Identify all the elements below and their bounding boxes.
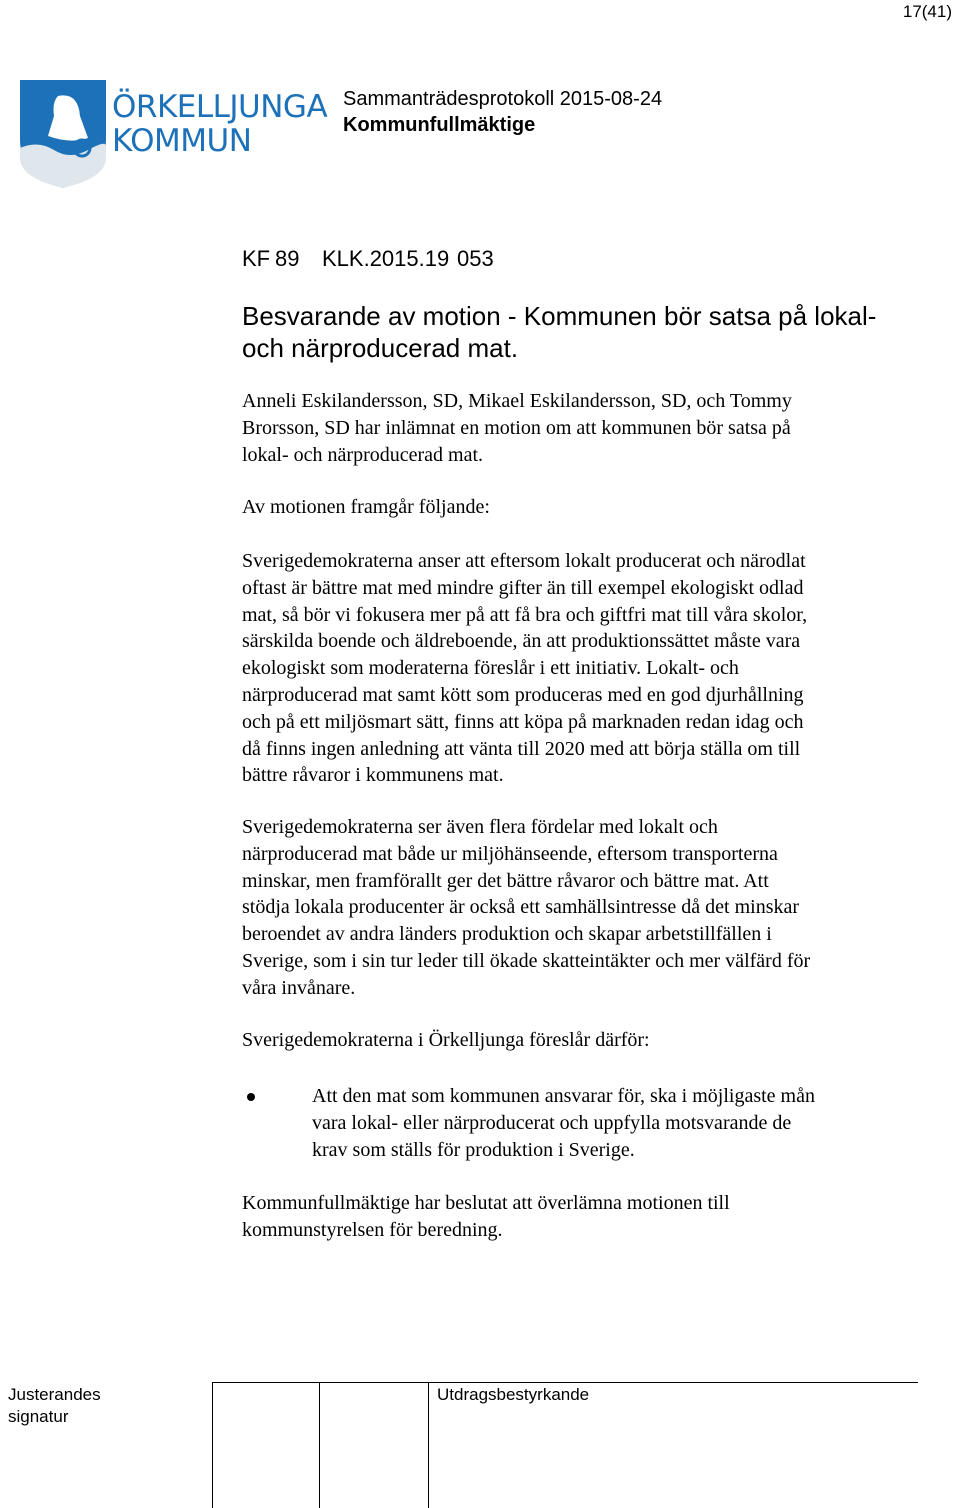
proposal-intro-paragraph: Sverigedemokraterna i Örkelljunga föreslår därför:: [242, 1029, 650, 1051]
signature-box-divider: [319, 1382, 320, 1508]
list-item: [242, 1083, 932, 1163]
intro-paragraph: [242, 388, 932, 468]
text-line: ekologiskt som moderaterna föreslår i ett initiativ. Lokalt- och: [242, 657, 739, 680]
text-line: närproducerad mat både ur miljöhänseende, eftersom transporterna: [242, 842, 778, 865]
document-title: Sammanträdesprotokoll 2015-08-24: [343, 88, 663, 110]
text-line: och på ett miljösmart sätt, finns att köpa på marknaden redan idag och: [242, 710, 804, 733]
text-line: våra invånare.: [242, 976, 356, 999]
text-line: närproducerad mat samt kött som produceras med en god djurhållning: [242, 683, 804, 706]
text-line: mat, så bör vi fokusera mer på att få bra och giftfri mat till våra skolor,: [242, 603, 808, 626]
decision-paragraph: [242, 1190, 932, 1244]
text-line: Att den mat som kommunen ansvarar för, ska i möjligaste mån: [312, 1085, 815, 1107]
signature-box-divider: [212, 1382, 213, 1508]
document-subtitle: Kommunfullmäktige: [343, 114, 536, 136]
motion-paragraph-2: [242, 814, 932, 1002]
text-line: Sverige, som i sin tur leder till ökade skatteintäkter och mer välfärd för: [242, 949, 811, 972]
text-line: Anneli Eskilandersson, SD, Mikael Eskilandersson, SD, och Tommy: [242, 390, 792, 412]
case-code: 053: [457, 246, 494, 271]
heading-line: Besvarande av motion - Kommunen bör satsa på lokal-: [242, 301, 877, 331]
text-line: vara lokal- eller närproducerat och uppfylla motsvarande de: [312, 1111, 792, 1134]
footer-label-line: Justerandes: [8, 1385, 101, 1404]
logo-text-line2: KOMMUN: [112, 123, 252, 159]
proposal-list: [242, 1083, 932, 1163]
motion-lead-paragraph: Av motionen framgår följande:: [242, 496, 490, 518]
text-line: krav som ställs för produktion i Sverige.: [312, 1138, 635, 1161]
text-line: minskar, men framförallt ger det bättre råvaror och bättre mat. Att: [242, 869, 769, 892]
text-line: Sverigedemokraterna ser även flera fördelar med lokalt och: [242, 816, 718, 838]
utdragsbestyrkande-label: Utdragsbestyrkande: [437, 1385, 590, 1404]
logo-wordmark: [112, 90, 327, 158]
text-line: Kommunfullmäktige har beslutat att överlämna motionen till: [242, 1192, 730, 1214]
text-line: Brorsson, SD har inlämnat en motion om att kommunen bör satsa på: [242, 416, 791, 439]
text-line: Sverigedemokraterna anser att eftersom lokalt producerat och närodlat: [242, 550, 806, 572]
text-line: kommunstyrelsen för beredning.: [242, 1218, 503, 1241]
text-line: lokal- och närproducerad mat.: [242, 443, 484, 466]
text-line: då finns ingen anledning att vänta till 2020 med att börja ställa om till: [242, 737, 801, 760]
text-line: oftast är bättre mat med mindre gifter än till exempel ekologiskt odlad: [242, 576, 804, 599]
footer-divider: [212, 1382, 918, 1383]
case-reference: KLK.2015.19: [322, 246, 450, 271]
case-number: 89: [275, 246, 300, 271]
text-line: beroendet av andra länders produktion och skapar arbetstillfällen i: [242, 923, 772, 946]
page-heading: [242, 300, 922, 364]
justerandes-signatur-label: [8, 1384, 101, 1428]
page-number: 17(41): [902, 2, 952, 21]
heading-line: och närproducerad mat.: [242, 333, 519, 363]
municipality-crest-logo: [18, 78, 108, 190]
case-kf: KF: [242, 246, 271, 271]
bullet-icon: [247, 1093, 255, 1101]
text-line: bättre råvaror i kommunens mat.: [242, 764, 504, 787]
text-line: stödja lokala producenter är också ett samhällsintresse då det minskar: [242, 896, 800, 919]
logo-text-line1: ÖRKELLJUNGA: [112, 89, 328, 125]
footer-label-line: signatur: [8, 1407, 69, 1426]
signature-box-divider: [428, 1382, 429, 1508]
text-line: särskilda boende och äldreboende, än att produktionssättet måste vara: [242, 630, 801, 653]
motion-paragraph-1: [242, 548, 932, 789]
case-reference-line: [242, 246, 494, 272]
